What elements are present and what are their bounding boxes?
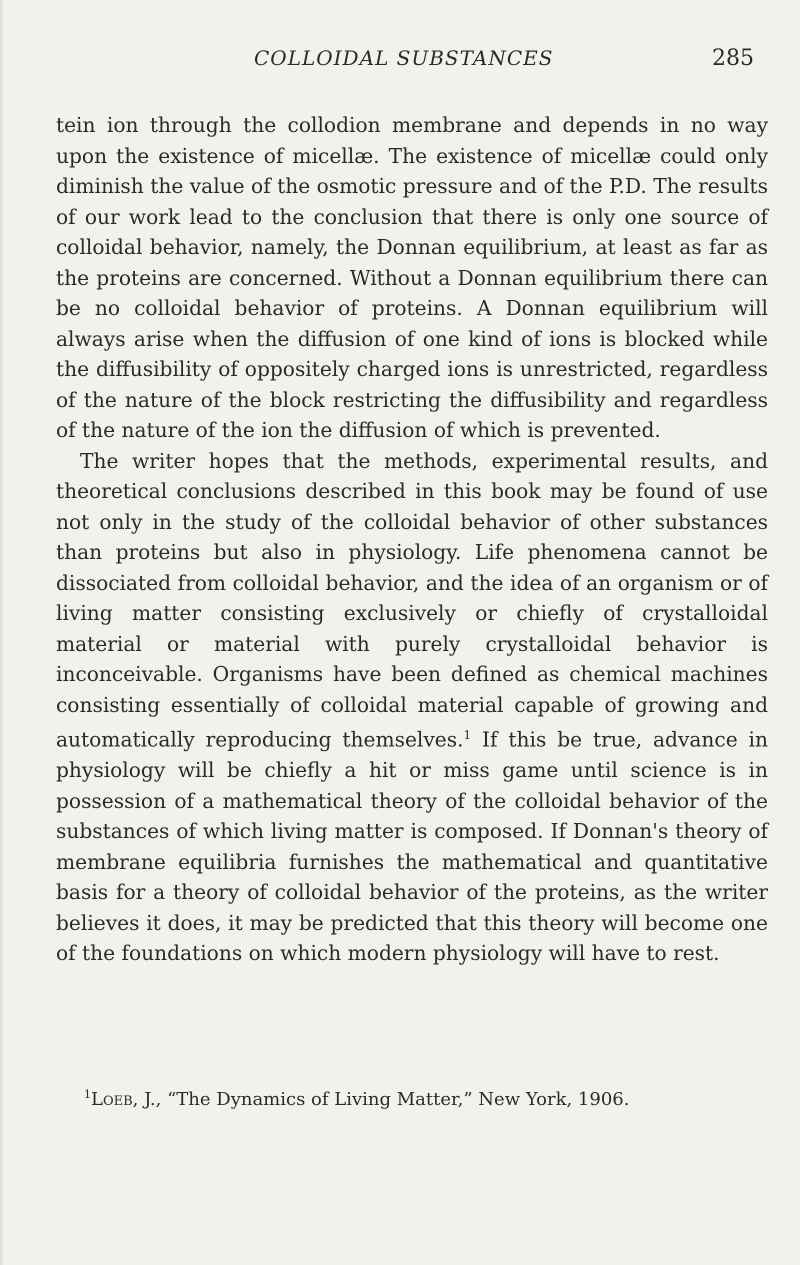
paragraph (56, 110, 768, 446)
body-text (56, 110, 768, 969)
footnote-text: “The Dynamics of Living Matter,” New York, 1906. (161, 1089, 630, 1110)
paragraph-text: tein ion through the collodion membrane and depends in no way upon the existence of micellæ. The existence of micellæ could only diminish the value of the osmotic pressure and of the P.D. The results of our work lead to the conclusion that there is only one source of colloidal behavior, namely, the Donnan equilibrium, at least as far as the proteins are concerned. Without a Donnan equilibrium there can be no colloidal behavior of proteins. A Donnan equilibrium will always arise when the diffusion of one kind of ions is blocked while the diffusibility of oppositely charged ions is unrestricted, regardless of the nature of the block restricting the diffusibility and regardless of the nature of the ion the diffusion of which is prevented. (56, 113, 768, 442)
paragraph-text-continued: If this be true, advance in physiology will be chiefly a hit or miss game until science is in possession of a mathematical theory of the colloidal behavior of the substances of which living matter is composed. If Donnan's theory of membrane equilibria furnishes the mathematical and quantitative basis for a theory of colloidal behavior of the proteins, as the writer believes it does, it may be predicted that this theory will become one of the foundations on which modern physiology will have to rest. (56, 727, 768, 966)
paragraph (56, 446, 768, 969)
page-binding-edge (0, 0, 4, 1265)
paragraph-text: The writer hopes that the methods, experimental results, and theoretical conclusions described in this book may be found of use not only in the study of the colloidal behavior of other substances than proteins but also in physiology. Life phenomena cannot be dissociated from colloidal behavior, and the idea of an organism or of living matter consisting exclusively or chiefly of crystalloidal material or material with purely crystalloidal behavior is inconceivable. Organisms have been defined as chemical machines consisting essentially of colloidal material capable of growing and automatically reproducing themselves. (56, 448, 768, 752)
running-header (0, 40, 800, 80)
footnote-reference: 1 (463, 728, 472, 742)
footnote-author: Loeb, J., (91, 1089, 162, 1110)
footnote (84, 1082, 774, 1113)
running-title: COLLOIDAL SUBSTANCES (254, 46, 554, 70)
page-number: 285 (712, 46, 754, 71)
footnote-marker: 1 (84, 1088, 91, 1101)
